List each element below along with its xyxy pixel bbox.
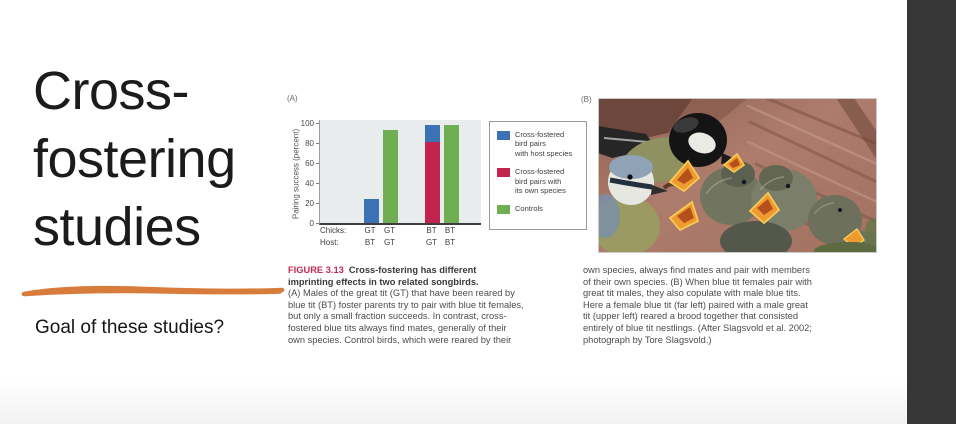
caption-body-line: own species, always find mates and pair with members: [583, 265, 810, 275]
y-tick-label: 80: [305, 138, 314, 148]
accent-underline: [20, 284, 288, 300]
slide-title: [33, 57, 236, 261]
caption-body-line: entirely of blue tit nestlings. (After Slagsvold et al. 2002;: [583, 322, 812, 333]
caption-heading-line: [288, 265, 524, 277]
pairing-success-chart: [287, 93, 492, 258]
legend-swatch-host_species: [497, 131, 510, 140]
chart-legend: [489, 121, 587, 230]
caption-body-line: but only a small fraction succeeds. In contrast, cross-: [288, 311, 507, 322]
y-tick-mark: [316, 123, 319, 124]
y-tick-mark: [316, 163, 319, 164]
legend-item-controls: [497, 204, 581, 214]
caption-body-line: Here a female blue tit (far left) paired with a male great: [583, 299, 808, 310]
y-tick-mark: [316, 203, 319, 204]
caption-body-line: fostered blue tits always find mates, generally of their: [288, 322, 507, 333]
x-axis-row-label: Chicks:: [320, 226, 347, 235]
x-category-label: BT: [444, 226, 456, 235]
app-background-edge: [907, 0, 956, 424]
x-category-label: BT: [426, 226, 437, 235]
chart-plot-area: [319, 120, 481, 225]
slide-bottom-shadow: [0, 378, 907, 424]
x-category-label: GT: [425, 237, 438, 247]
caption-body-line: tit (upper left) reared a brood together that consisted: [583, 311, 798, 322]
figure-caption-right-column: [583, 265, 812, 346]
y-tick-label: 40: [305, 178, 314, 188]
panel-b-label: (B): [581, 95, 592, 104]
slide-title-line: fostering: [33, 129, 236, 189]
caption-body-line: photograph by Tore Slagsvold.): [583, 334, 712, 345]
slide-title-line: studies: [33, 197, 201, 257]
legend-item-own_species: [497, 167, 581, 195]
x-category-label: BT: [364, 237, 376, 247]
legend-label-line: Cross-fostered: [515, 130, 565, 139]
bar-segment-controls: [444, 125, 459, 223]
legend-label-line: with host species: [515, 148, 573, 158]
legend-label-line: Cross-fostered: [515, 167, 565, 177]
legend-label-line: its own species: [515, 186, 566, 196]
nest-photo: [598, 98, 877, 253]
x-category-label: GT: [364, 226, 376, 235]
y-axis-title: Pairing success (percent): [291, 128, 301, 220]
caption-body-line: own species. Control birds, which were reared by their: [288, 334, 512, 345]
legend-label-line: bird pairs: [515, 139, 546, 149]
y-tick-label: 20: [305, 198, 314, 208]
y-tick-mark: [316, 143, 319, 144]
y-tick-label: 100: [300, 118, 314, 128]
legend-swatch-controls: [497, 205, 510, 214]
caption-body-line: great tit males, they also copulate with male blue tits.: [583, 288, 801, 299]
legend-label: [515, 130, 572, 158]
figure-caption-left-column: [288, 265, 524, 346]
figure-number: FIGURE 3.13: [288, 265, 344, 275]
legend-swatch-own_species: [497, 168, 510, 177]
y-tick-label: 0: [309, 218, 314, 228]
bar-segment-host_species: [425, 125, 440, 142]
bar-segment-host_species: [364, 199, 379, 223]
caption-heading-line: imprinting effects in two related songbirds.: [288, 276, 479, 287]
legend-label-line: bird pairs with: [515, 176, 562, 186]
caption-heading-text: Cross-fostering has different: [348, 265, 477, 275]
caption-body-line: (A) Males of the great tit (GT) that have been reared by: [288, 288, 515, 299]
y-tick-label: 60: [305, 158, 314, 168]
bar-segment-controls: [383, 130, 398, 223]
bar-segment-own_species: [425, 142, 440, 223]
caption-body-line: of their own species. (B) When blue tit females pair with: [583, 276, 812, 287]
x-category-label: GT: [383, 237, 396, 247]
caption-body-line: blue tit (BT) foster parents try to pair with blue tit females,: [288, 299, 524, 310]
legend-label-line: Controls: [515, 204, 543, 214]
y-tick-mark: [316, 223, 319, 224]
slide-subtitle: Goal of these studies?: [35, 317, 225, 338]
x-category-label: BT: [444, 237, 456, 247]
x-category-label: GT: [383, 226, 396, 235]
x-axis-row-label: Host:: [320, 237, 339, 247]
panel-a-label: (A): [287, 94, 298, 103]
legend-label: [515, 204, 543, 214]
legend-item-host_species: [497, 130, 581, 158]
legend-label: [515, 167, 566, 195]
slide-title-line: Cross-: [33, 61, 189, 121]
y-tick-mark: [316, 183, 319, 184]
